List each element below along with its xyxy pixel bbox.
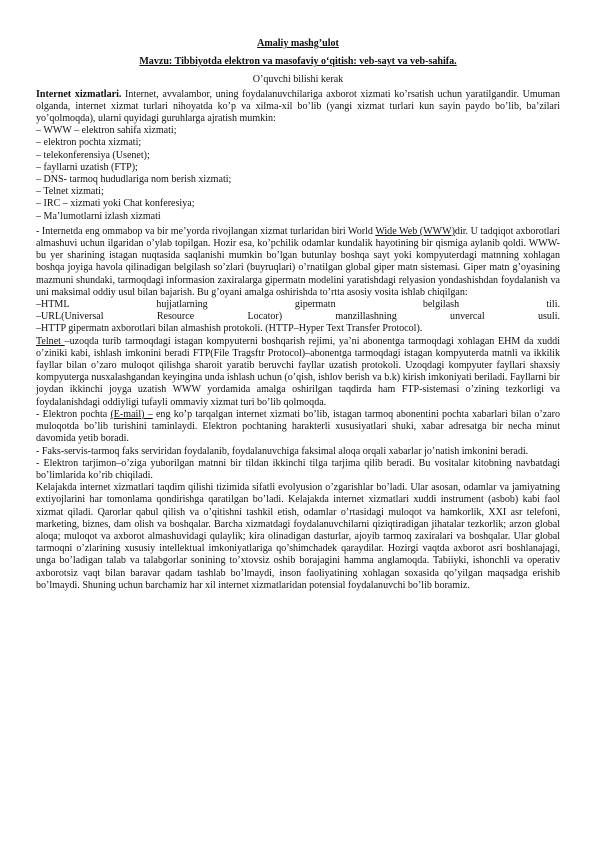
email-text-post: eng ko’p tarqalgan internet xizmati bo’lib, istagan tarmoq abonentini pochta xabarlari bilan o’zaro muloqotda bo’lib turishini taminlaydi. Elektron pochtaning harakterli xususiyatlari shuki, xabar adresatga bir necha minut davomida yetib boradi. [36, 408, 560, 445]
services-list [36, 125, 560, 223]
email-paragraph [36, 409, 560, 446]
www-paragraph [36, 226, 560, 299]
email-text-pre: - Elektron pochta [36, 408, 111, 420]
telnet-text: –uzoqda turib tarmoqdagi istagan kompyuterni boshqarish rejimi, ya’ni abonentga tarmoqdagi xohlagan EHM da xuddi o’ziniki kabi, ishlash imkonini beradi FTP(File Tragsftr Protocol)–abonentga tarmoqdagi istagan kompyuterda matnli va ikkilik fayllar bilan o’zaro muloqot qilishga sharoit yaratib beruvchi fayllar uzatish protokoli. Uzoqdagi kompyuter fayllari shaxsiy kompyuterga nusxalashgandan keyingina unda ishlash uchun (o’qish, ishlov berish va b.k) kirish imkoniyati beriladi. Fayllarni bir joydan ikkinchi joyga uzatish WWW yordamida amalga oshirilgan taqdirda ham FTP-sistemasi o’zining tezkorligi va foydalanishdagi oddiyligi tufayli ommaviy xizmat turi bo’lib qolmoqda. [36, 335, 560, 408]
html-tool: –HTML hujjatlarning gipermatn belgilash tili. [36, 299, 560, 311]
url-tool: –URL(Universal Resource Locator) manzillashning unvercal usuli. [36, 311, 560, 323]
topic-heading: Mavzu: Tibbiyotda elektron va masofaviy o‘qitish: veb-sayt va veb-sahifa. [139, 56, 457, 68]
http-tool: –HTTP gipermatn axborotlari bilan almashish protokoli. (HTTP–Hyper Text Transfer Protocol). [36, 323, 423, 335]
list-item: – telekonferensiya (Usenet); [36, 149, 150, 161]
telnet-link[interactable]: Telnet [36, 335, 65, 347]
fax-paragraph: - Faks-servis-tarmoq faks serviridan foydalanib, foydalanuvchiga faksimal aloqa orqali xabarlar jo’natish imkonini beradi. [36, 445, 529, 457]
document-title: Amaliy mashg’ulot [257, 38, 339, 49]
translator-paragraph: - Elektron tarjimon–o’ziga yuborilgan matnni bir tildan ikkinchi tilga tarjima qilib beradi. Bu vositalar kitobning navbatdagi bo’limlarida ko’rib chiqiladi. [36, 457, 560, 481]
list-item: – IRC – xizmati yoki Chat konferesiya; [36, 198, 195, 210]
list-item: – Telnet xizmati; [36, 186, 104, 198]
email-link[interactable]: (E-mail) – [110, 408, 153, 420]
conclusion-paragraph: Kelajakda internet xizmatlari taqdim qilishi tizimida sifatli evolyusion o’zgarishlar bo’ladi. Ular asosan, odamlar va jamiyatning extiyojlarini har tomonlama qondirishga qaratilgan bo’ladi. Kelajakda internet xizmatlari xuddi instrument (asbob) kabi faol xizmat qiladi. Qarorlar qabul qilish va o’qitishni tashkil etish, odamlar o’rtasidagi muloqot va hamkorlik, XXI asr telefoni, marketing, biznes, dam olish va boshqalar. Barcha xizmatdagi foydalanuvchilarni qiziqtiradigan jihatalar tezkorlik; arzon global aloqa; muloqot va axborot almashuvidagi qulaylik; kira olinadigan dasturlar, ajoyib tarmoq zaxiralari va boshqalar. Ular global tarmoqni o’zlarining xususiy intellektual imkoniyatlariga qo’shimchadek qaraydilar. Hozirgi vaqtda axborot asri boshlanajagi, unga bo’ladigan talab va talabgorlar sonining to’xtovsiz oshib borajagini hamma anglamoqda. Tabiiyki, ishonchli va operativ axborotsiz vaqt bilan baravar qadam tashlab bo’lmaydi, inson faoliyatining xohlagan soxasida qo’yilgan maqsadga erishib bo’lmaydi. Shuning uchun barchamiz har xil internet xizmatlaridan potensial foydalanuvchi bo’lib boramiz. [36, 482, 560, 591]
list-item: – Ma’lumotlarni izlash xizmati [36, 210, 161, 222]
www-text-post: dir. U tadqiqot axborotlari almashuvi uchun ilgaridan o’ylab topilgan. Hozir esa, ko’pchilik odamlar kundalik hayotining bir qismiga aylanib qoldi. WWW-bu yer sharining istagan nuqtasida saqlanishi mumkin bo’lgan butunlay boshqa sayt yoki kompyuterdagi matnning xohlagan boshqa joyiga havola qilinadigan belgilash so’zlari (buyruqlari) o’rnatilgan global giper matn sistemasi. Giper matn g’oyasining mazmuni shundaki, tarmoqdagi informasion zaxiralarga gipermatn modelini yaratishdagi relyasion yondashishdan foydalanish va uni maksimal oddiy usul bilan bajarish. Bu g’oyani amalga oshirishda to’rtta asosiy vosita ishlab chiqilgan: [36, 225, 561, 298]
intro-text: Internet, avvalambor, uning foydalanuvchilariga axborot xizmati ko’rsatish uchun yaratilgandir. Umuman olganda, internet xizmat turlari nihoyatda ko’p va xilma-xil bo’lib (yangi xizmat turlari kun sayin paydo bo’lib, ba’zilari yo’qolmoqda), ularni quyidagi guruhlarga ajratish mumkin: [36, 88, 560, 125]
list-item: – fayllarni uzatish (FTP); [36, 161, 138, 173]
document-page [36, 38, 560, 592]
www-link[interactable]: Wide Web (WWW) [375, 225, 455, 237]
list-item: – DNS- tarmoq hududlariga nom berish xizmati; [36, 174, 232, 186]
intro-lead: Internet xizmatlari. [36, 88, 122, 100]
list-item: – WWW – elektron sahifa xizmati; [36, 125, 177, 137]
teacher-line: O’quvchi bilishi kerak [252, 74, 344, 86]
www-text-pre: - Internetda eng ommabop va bir me’yorda rivojlangan xizmat turlaridan biri World [36, 225, 376, 237]
list-item: – elektron pochta xizmati; [36, 137, 142, 149]
telnet-paragraph [36, 336, 560, 409]
intro-paragraph [36, 89, 560, 126]
